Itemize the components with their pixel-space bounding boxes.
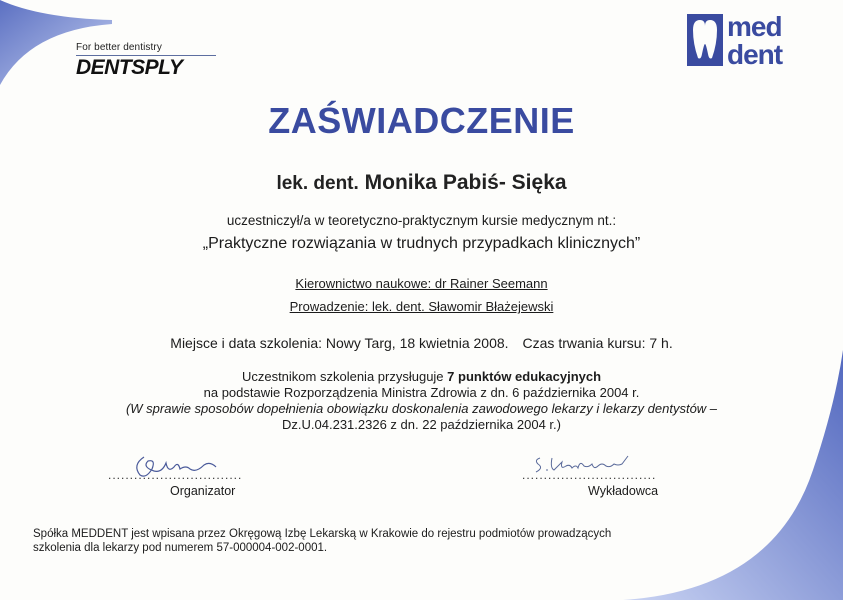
organizer-label: Organizator	[170, 484, 236, 498]
organizer-signature-block	[108, 468, 243, 498]
lecturer-dots: ...............................	[522, 468, 657, 482]
certificate-title: ZAŚWIADCZENIE	[268, 100, 575, 141]
organizer-dots: ...............................	[108, 468, 243, 482]
points-line	[0, 369, 843, 384]
footer-line-2: szkolenia dla lekarzy pod numerem 57-000004-002-0001.	[33, 542, 328, 554]
recipient-name: Monika Pabiś- Sięka	[364, 171, 567, 194]
points-reference: Dz.U.04.231.2326 z dn. 22 października 2004 r.)	[282, 417, 561, 432]
lecturer-label: Wykładowca	[588, 484, 659, 498]
scientific-lead	[0, 276, 843, 291]
course-leader	[0, 299, 843, 314]
dentsply-tagline: For better dentistry	[76, 42, 162, 53]
recipient-name-line	[0, 171, 843, 195]
course-title: „Praktyczne rozwiązania w trudnych przypadkach klinicznych”	[202, 235, 641, 252]
course-leader-text: Prowadzenie: lek. dent. Sławomir Błażejewski	[289, 299, 554, 314]
registry-footer	[33, 527, 633, 555]
meddent-text-1: med	[727, 11, 782, 42]
points-prefix: Uczestnikom szkolenia przysługuje	[241, 369, 444, 384]
place-date: Miejsce i data szkolenia: Nowy Targ, 18 kwietnia 2008.	[170, 335, 509, 351]
name-prefix: lek. dent.	[276, 173, 359, 194]
points-value: 7 punktów edukacyjnych	[447, 369, 602, 384]
points-note: (W sprawie sposobów dopełnienia obowiązku doskonalenia zawodowego lekarzy i lekarzy dentystów –	[125, 401, 718, 416]
meddent-text-2: dent	[727, 39, 783, 68]
dentsply-brand: DENTSPLY	[76, 56, 183, 79]
place-date-line	[0, 335, 843, 351]
meddent-logo	[687, 10, 795, 68]
dentsply-logo	[76, 42, 226, 79]
footer-line-1: Spółka MEDDENT jest wpisana przez Okręgową Izbę Lekarską w Krakowie do rejestru podmiotów prowadzących	[33, 528, 612, 540]
participation-text: uczestniczył/a w teoretyczno-praktycznym kursie medycznym nt.:	[226, 213, 617, 228]
duration: Czas trwania kursu: 7 h.	[522, 335, 673, 351]
scientific-lead-text: Kierownictwo naukowe: dr Rainer Seemann	[295, 276, 548, 291]
points-basis: na podstawie Rozporządzenia Ministra Zdrowia z dn. 6 października 2004 r.	[203, 385, 640, 400]
lecturer-signature-block	[522, 468, 659, 498]
